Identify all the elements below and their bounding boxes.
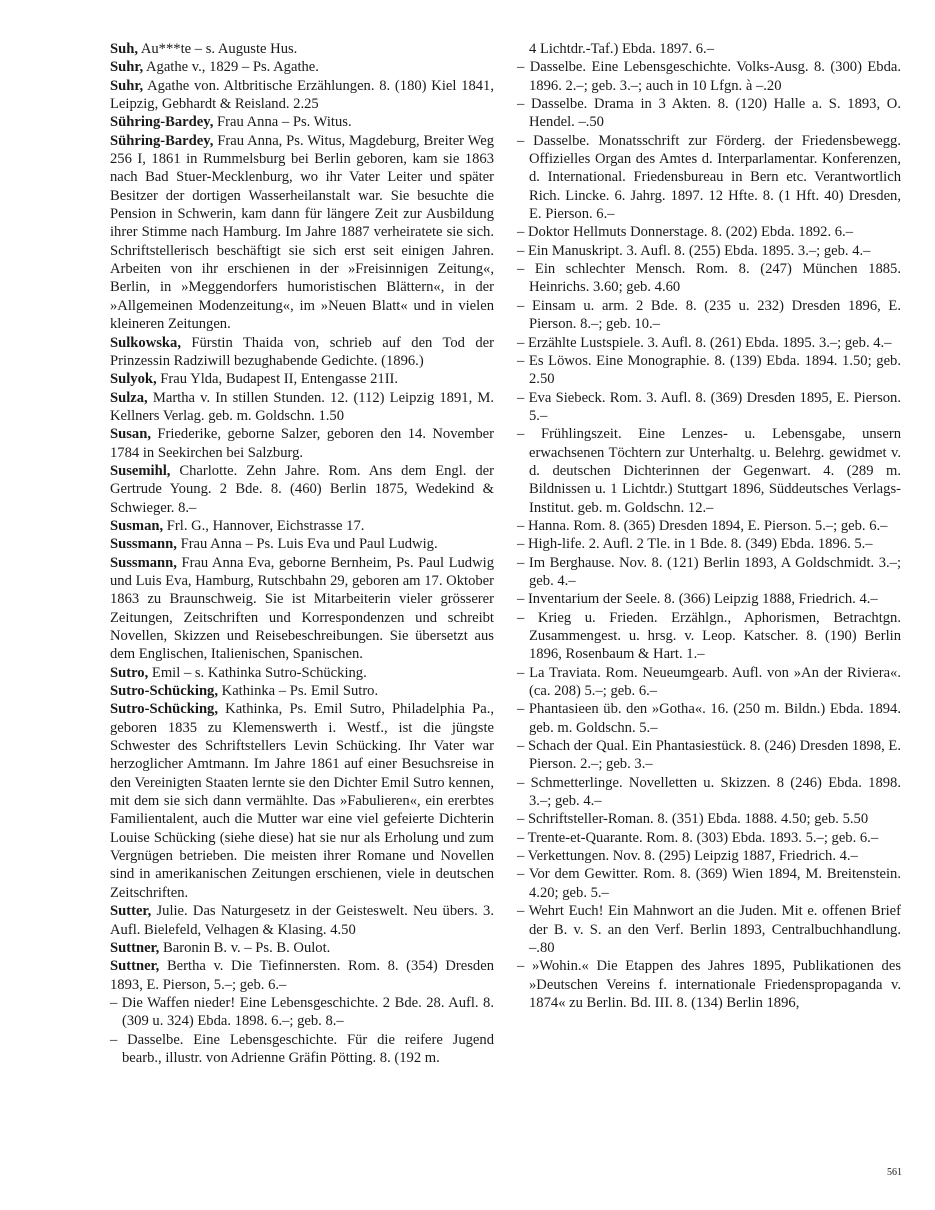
subentry: – Einsam u. arm. 2 Bde. 8. (235 u. 232) Dresden 1896, E. Pierson. 8.–; geb. 10.– [517, 297, 901, 333]
right-column [517, 40, 901, 1012]
entry-headword: Sutro, [110, 664, 149, 681]
entry [110, 77, 494, 114]
subentry: – Dasselbe. Drama in 3 Akten. 8. (120) Halle a. S. 1893, O. Hendel. –.50 [517, 96, 901, 131]
subentry: – Dasselbe. Eine Lebensgeschichte. Volks-Ausg. 8. (300) Ebda. 1896. 2.–; geb. 3.–; auch in 10 Lfgn. à –.20 [517, 59, 901, 94]
entry-text: Frl. G., Hannover, Eichstrasse 17. [163, 517, 365, 534]
entry-text: Frau Anna, Ps. Witus, Magdeburg, Breiter Weg 256 I, 1861 in Rummelsburg bei Berlin geboren, kam sie 1863 nach Bad Stuer-Mecklenburg, wo ihr Vater Leiter und später Besitzer der dortigen Wasserheilanstalt war. Sie besuchte die Pension in Schwerin, kam dann für längere Zeit zur Ausbildung ihrer Stimme nach Hamburg. Im Jahre 1887 verheiratete sie sich. Schriftstellerisch beschäftigt sie sich erst seit einigen Jahren. Arbeiten von ihr erschienen in der »Freisinnigen Zeitung«, Berlin, in »Meggendorfers humoristischen Blättern«, in der »Allgemeinen Modenzeitung«, im »Neuen Blatt« und in vielen kleineren Zeitungen. [110, 132, 494, 333]
entry [110, 700, 494, 902]
page-number: 561 [887, 1167, 902, 1178]
entry-headword: Sühring-Bardey, [110, 114, 214, 131]
entry [110, 939, 494, 957]
entry-text: Frau Anna Eva, geborne Bernheim, Ps. Paul Ludwig und Luis Eva, Hamburg, Rutschbahn 29, geboren am 17. Oktober 1863 zu Braunschweig. Sie ist Mitarbeiterin vieler grösserer Zeitungen, Zeitschriften und Korrespondenzen und schreibt Novellen, Skizzen und Reisebeschreibungen. Sie übersetzt aus dem Englischen, Italienischen, Spanischen. [110, 554, 494, 663]
entry-headword: Sulkowska, [110, 334, 181, 351]
entry [110, 113, 494, 131]
entry-text: Agathe v., 1829 – Ps. Agathe. [143, 59, 319, 76]
entry-headword: Sulyok, [110, 371, 157, 388]
entry-headword: Sutter, [110, 903, 152, 920]
entry-headword: Susemihl, [110, 462, 171, 479]
entry-text: Frau Ylda, Budapest II, Entengasse 21II. [156, 371, 399, 388]
subentry: – Die Waffen nieder! Eine Lebensgeschichte. 2 Bde. 28. Aufl. 8. (309 u. 324) Ebda. 1898. 6.–; geb. 8.– [110, 994, 494, 1030]
subentry: – High-life. 2. Aufl. 2 Tle. in 1 Bde. 8. (349) Ebda. 1896. 5.– [517, 536, 873, 553]
entry [110, 462, 494, 517]
entry [110, 58, 494, 76]
entry-text: Frau Anna – Ps. Luis Eva und Paul Ludwig. [176, 536, 438, 553]
entry-headword: Suttner, [110, 939, 160, 956]
subentry: – La Traviata. Rom. Neueumgearb. Aufl. von »An der Riviera«. (ca. 208) 5.–; geb. 6.– [517, 664, 901, 700]
entry [110, 902, 494, 939]
entry-headword: Susan, [110, 426, 151, 443]
subentry: – Inventarium der Seele. 8. (366) Leipzig 1888, Friedrich. 4.– [517, 591, 878, 608]
entry [110, 664, 494, 682]
subentry: – Verkettungen. Nov. 8. (295) Leipzig 1887, Friedrich. 4.– [517, 848, 858, 865]
subentry: – Eva Siebeck. Rom. 3. Aufl. 8. (369) Dresden 1895, E. Pierson. 5.– [517, 389, 901, 424]
entry [110, 682, 494, 700]
entry-headword: Sussmann, [110, 554, 177, 571]
left-entries [110, 40, 494, 994]
entry-text: Julie. Das Naturgesetz in der Geisteswelt. Neu übers. 3. Aufl. Bielefeld, Velhagen & Klasing. 4.50 [110, 903, 494, 938]
subentry: – Krieg u. Frieden. Erzählgn., Aphorismen, Betrachtgn. Zusammengest. u. hrsg. v. Leop. Katscher. 8. (190) Berlin 1896, Rosenbaum & Hart. 1.– [517, 609, 901, 663]
subentry: – Trente-et-Quarante. Rom. 8. (303) Ebda. 1893. 5.–; geb. 6.– [517, 829, 879, 846]
entry-text: Frau Anna – Ps. Witus. [213, 114, 352, 131]
subentry: – Frühlingszeit. Eine Lenzes- u. Lebensgabe, unsern erwachsenen Töchtern zur Unterhaltg. u. Belehrg. gewidmet v. d. deutschen Dichterinnen der Gegenwart. 4. (289 m. Bildnissen u. 1 Lichtdr.) Stuttgart 1896, Süddeutsches Verlags-Institut. geb. m. Goldschn. 12.– [517, 426, 901, 516]
entry-headword: Suhr, [110, 77, 144, 94]
entry-text: Martha v. In stillen Stunden. 12. (112) Leipzig 1891, M. Kellners Verlag. geb. m. Goldschn. 1.50 [110, 389, 494, 424]
subentry: – Dasselbe. Monatsschrift zur Förderg. der Friedensbewegg. Offizielles Organ des Amtes d. Interparlamentar. Konferenzen, d. International. Friedensbureau in Bern etc. Verantwortlich Rich. Lincke. 6. Jahrg. 1897. 12 Hfte. 8. (1 Hft. 40) Dresden, E. Pierson. 6.– [517, 132, 901, 223]
subentry: – Hanna. Rom. 8. (365) Dresden 1894, E. Pierson. 5.–; geb. 6.– [517, 517, 888, 534]
subentry: – Phantasieen üb. den »Gotha«. 16. (250 m. Bildn.) Ebda. 1894. geb. m. Goldschn. 5.– [517, 701, 901, 736]
subentry: – Es Löwos. Eine Monographie. 8. (139) Ebda. 1894. 1.50; geb. 2.50 [517, 352, 901, 388]
entry-headword: Sutro-Schücking, [110, 701, 218, 718]
right-continuation: 4 Lichtdr.-Taf.) Ebda. 1897. 6.– [529, 41, 715, 57]
subentry: – Im Berghause. Nov. 8. (121) Berlin 1893, A Goldschmidt. 3.–; geb. 4.– [517, 554, 901, 589]
entry [110, 554, 494, 664]
subentry: – Schriftsteller-Roman. 8. (351) Ebda. 1888. 4.50; geb. 5.50 [517, 811, 869, 828]
subentry: – Ein Manuskript. 3. Aufl. 8. (255) Ebda. 1895. 3.–; geb. 4.– [517, 242, 871, 259]
left-subentries [110, 994, 494, 1067]
entry [110, 535, 494, 553]
entry-text: Au***te – s. Auguste Hus. [138, 41, 298, 57]
entry-text: Fürstin Thaida von, schrieb auf den Tod der Prinzessin Radziwill bezughabende Gedichte. (1896.) [110, 334, 494, 369]
subentry: – »Wohin.« Die Etappen des Jahres 1895, Publikationen des »Deutschen Vereins f. internationale Friedenspropaganda v. 1874« zu Berlin. Bd. III. 8. (134) Berlin 1896, [517, 958, 901, 1011]
entry-text: Friederike, geborne Salzer, geboren den 14. November 1784 in Seekirchen bei Salzburg. [110, 426, 494, 461]
subentry: – Schmetterlinge. Novelletten u. Skizzen. 8 (246) Ebda. 1898. 3.–; geb. 4.– [517, 774, 901, 810]
entry-text: Bertha v. Die Tiefinnersten. Rom. 8. (354) Dresden 1893, E. Pierson, 5.–; geb. 6.– [110, 958, 494, 993]
entry-text: Kathinka, Ps. Emil Sutro, Philadelphia Pa., geboren 1835 zu Klemenswerth i. Westf., ist die jüngste Schwester des Schriftstellers Levin Schücking. Ihr Vater war herzoglicher Amtmann. Im Jahre 1861 auf einer Besuchsreise in den Vereinigten Staaten lernte sie den Dichter Emil Sutro kennen, mit dem sie sich dann vermählte. Das »Fabulieren«, ein ererbtes Familientalent, auch die Mutter war eine viel gefeierte Dichterin Louise Schücking (siehe diese) hat sie nur als Erholung und zum Vergnügen betrieben. Die meisten ihrer Romane und Novellen sind in amerikanischen Zeitungen erschienen, viele in deutschen Zeitschriften. [110, 701, 494, 901]
entry [110, 517, 494, 535]
right-subentries [517, 58, 901, 1012]
entry [110, 425, 494, 462]
subentry: – Dasselbe. Eine Lebensgeschichte. Für die reifere Jugend bearb., illustr. von Adrienne Gräfin Pötting. 8. (192 m. [110, 1031, 494, 1066]
entry-text: Agathe von. Altbritische Erzählungen. 8. (180) Kiel 1841, Leipzig, Gebhardt & Reisland. 2.25 [110, 77, 494, 113]
subentry: – Wehrt Euch! Ein Mahnwort an die Juden. Mit e. offenen Brief der B. v. S. an den Verf. Berlin 1893, Centralbuchhandlung. –.80 [517, 903, 901, 956]
entry-headword: Sutro-Schücking, [110, 683, 218, 700]
entry-text: Charlotte. Zehn Jahre. Rom. Ans dem Engl. der Gertrude Young. 2 Bde. 8. (460) Berlin 1875, Wedekind & Schwieger. 8.– [110, 462, 494, 516]
entry-headword: Susman, [110, 517, 164, 534]
entry [110, 389, 494, 426]
entry-text: Emil – s. Kathinka Sutro-Schücking. [148, 664, 367, 681]
left-column [110, 40, 494, 1067]
entry [110, 334, 494, 371]
subentry: – Erzählte Lustspiele. 3. Aufl. 8. (261) Ebda. 1895. 3.–; geb. 4.– [517, 334, 892, 351]
subentry: – Schach der Qual. Ein Phantasiestück. 8. (246) Dresden 1898, E. Pierson. 2.–; geb. 3.– [517, 738, 901, 773]
subentry: – Doktor Hellmuts Donnerstage. 8. (202) Ebda. 1892. 6.– [517, 224, 854, 241]
entry-headword: Suh, [110, 41, 138, 57]
entry [110, 132, 494, 334]
entry [110, 957, 494, 994]
subentry: – Ein schlechter Mensch. Rom. 8. (247) München 1885. Heinrichs. 3.60; geb. 4.60 [517, 261, 901, 296]
entry-headword: Sussmann, [110, 536, 177, 553]
entry-headword: Suhr, [110, 59, 144, 76]
subentry: – Vor dem Gewitter. Rom. 8. (369) Wien 1894, M. Breitenstein. 4.20; geb. 5.– [517, 866, 901, 901]
entry-headword: Sühring-Bardey, [110, 132, 214, 149]
entry-headword: Suttner, [110, 958, 160, 975]
entry [110, 370, 494, 388]
entry-text: Baronin B. v. – Ps. B. Oulot. [159, 939, 331, 956]
entry-headword: Sulza, [110, 389, 148, 406]
entry-text: Kathinka – Ps. Emil Sutro. [218, 683, 379, 700]
entry [110, 40, 494, 58]
